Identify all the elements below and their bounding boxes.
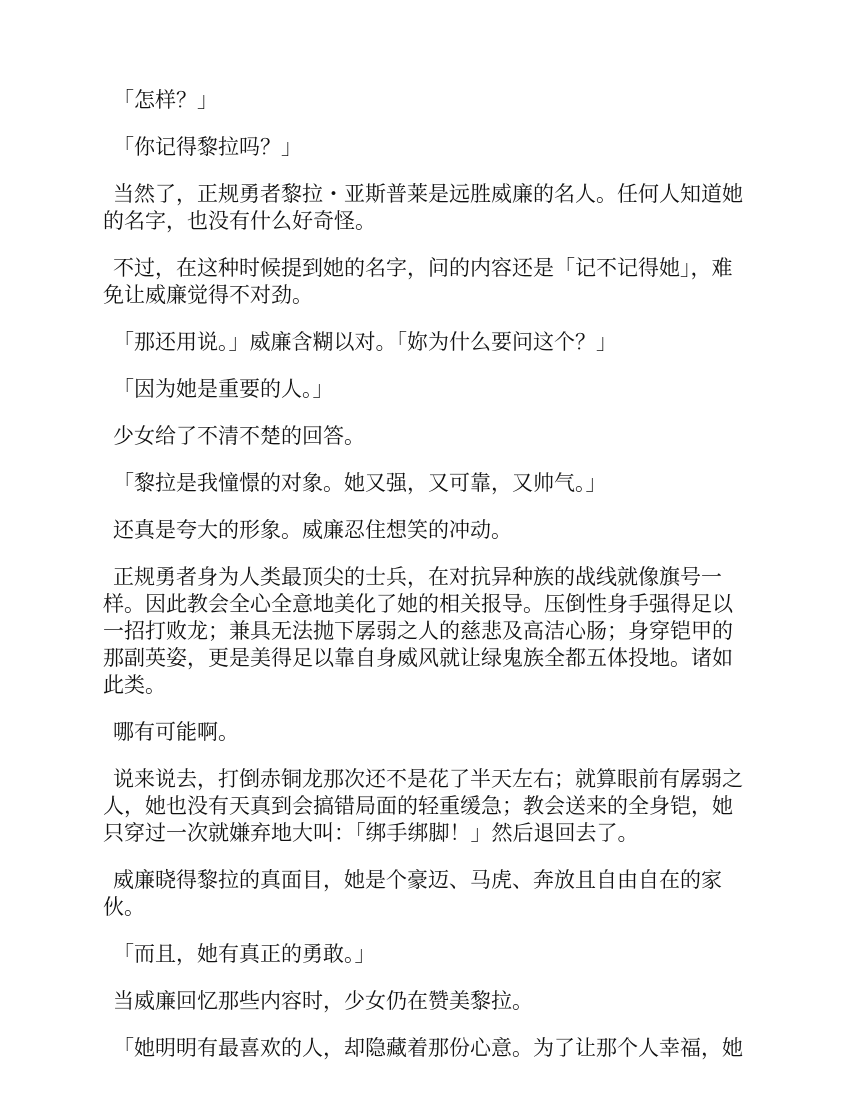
paragraph-8: 「黎拉是我憧憬的对象。她又强，又可靠，又帅气。」 xyxy=(113,471,607,495)
paragraph-15: 当威廉回忆那些内容时，少女仍在赞美黎拉。 xyxy=(113,989,533,1013)
paragraph-10: 正规勇者身为人类最顶尖的士兵，在对抗异种族的战线就像旗号一样。因此教会全心全意地美化了她的相关报导。压倒性身手强得足以一招打败龙；兼具无法抛下孱弱之人的慈悲及高洁心肠；身穿铠甲的那副英姿，更是美得足以靠自身威风就让绿鬼族全都五体投地。诸如此类。 xyxy=(103,565,733,697)
paragraph-14: 「而且，她有真正的勇敢。」 xyxy=(113,942,376,966)
paragraph-9: 还真是夸大的形象。威廉忍住想笑的冲动。 xyxy=(113,518,512,542)
paragraph-2: 「你记得黎拉吗？」 xyxy=(113,135,302,159)
paragraph-3: 当然了，正规勇者黎拉・亚斯普莱是远胜威廉的名人。任何人知道她的名字，也没有什么好奇怪。 xyxy=(103,182,743,233)
paragraph-4: 不过，在这种时候提到她的名字，问的内容还是「记不记得她」，难免让威廉觉得不对劲。 xyxy=(103,256,733,307)
paragraph-6: 「因为她是重要的人。」 xyxy=(113,377,334,401)
paragraph-11: 哪有可能啊。 xyxy=(113,720,239,744)
paragraph-7: 少女给了不清不楚的回答。 xyxy=(113,424,365,448)
paragraph-1: 「怎样？」 xyxy=(113,88,218,112)
paragraph-13: 威廉晓得黎拉的真面目，她是个豪迈、马虎、奔放且自由自在的家伙。 xyxy=(103,868,722,919)
paragraph-5: 「那还用说。」威廉含糊以对。「妳为什么要问这个？」 xyxy=(113,330,617,354)
paragraph-16: 「她明明有最喜欢的人，却隐藏着那份心意。为了让那个人幸福，她 xyxy=(113,1036,743,1060)
paragraph-12: 说来说去，打倒赤铜龙那次还不是花了半天左右；就算眼前有孱弱之人，她也没有天真到会搞错局面的轻重缓急；教会送来的全身铠，她只穿过一次就嫌弃地大叫：「绑手绑脚！」然后退回去了。 xyxy=(103,767,743,845)
